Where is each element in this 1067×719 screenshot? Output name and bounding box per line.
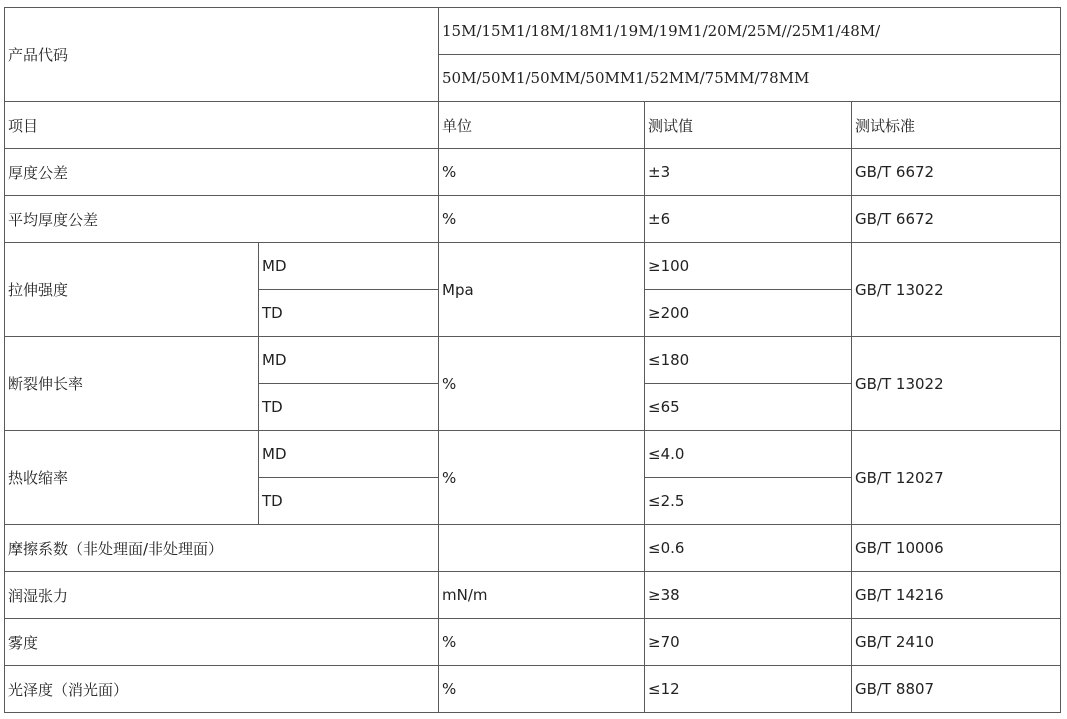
standard-cell: GB/T 14216 (852, 572, 1061, 619)
standard-cell: GB/T 6672 (852, 149, 1061, 196)
standard-cell: GB/T 13022 (852, 337, 1061, 431)
direction-cell: MD (259, 337, 439, 384)
standard-cell: GB/T 6672 (852, 196, 1061, 243)
item-cell: 厚度公差 (5, 149, 439, 196)
value-cell: ≥100 (645, 243, 852, 290)
unit-cell: % (439, 619, 645, 666)
unit-cell: % (439, 337, 645, 431)
value-cell: ≥70 (645, 619, 852, 666)
spec-table (4, 7, 1061, 713)
item-cell: 热收缩率 (5, 431, 259, 525)
unit-cell: Mpa (439, 243, 645, 337)
unit-cell: % (439, 149, 645, 196)
item-cell: 拉伸强度 (5, 243, 259, 337)
unit-cell: % (439, 196, 645, 243)
unit-cell: % (439, 666, 645, 713)
header-item: 项目 (5, 102, 439, 149)
value-cell: ±3 (645, 149, 852, 196)
table-row (5, 337, 1061, 384)
unit-cell: mN/m (439, 572, 645, 619)
item-cell: 摩擦系数（非处理面/非处理面） (5, 525, 439, 572)
product-code-line-2: 50M/50M1/50MM/50MM1/52MM/75MM/78MM (439, 55, 1061, 102)
direction-cell: TD (259, 478, 439, 525)
item-cell: 断裂伸长率 (5, 337, 259, 431)
standard-cell: GB/T 2410 (852, 619, 1061, 666)
standard-cell: GB/T 8807 (852, 666, 1061, 713)
item-cell: 平均厚度公差 (5, 196, 439, 243)
standard-cell: GB/T 10006 (852, 525, 1061, 572)
table-row (5, 666, 1061, 713)
header-standard: 测试标准 (852, 102, 1061, 149)
table-row (5, 8, 1061, 55)
item-cell: 雾度 (5, 619, 439, 666)
unit-cell (439, 525, 645, 572)
value-cell: ≤180 (645, 337, 852, 384)
direction-cell: TD (259, 384, 439, 431)
product-code-line-1: 15M/15M1/18M/18M1/19M/19M1/20M/25M//25M1/48M/ (439, 8, 1061, 55)
value-cell: ≥38 (645, 572, 852, 619)
table-row (5, 196, 1061, 243)
standard-cell: GB/T 12027 (852, 431, 1061, 525)
direction-cell: TD (259, 290, 439, 337)
unit-cell: % (439, 431, 645, 525)
standard-cell: GB/T 13022 (852, 243, 1061, 337)
table-row (5, 525, 1061, 572)
value-cell: ≤0.6 (645, 525, 852, 572)
value-cell: ≤4.0 (645, 431, 852, 478)
header-row (5, 102, 1061, 149)
table-row (5, 243, 1061, 290)
table-row (5, 572, 1061, 619)
value-cell: ≥200 (645, 290, 852, 337)
product-code-label: 产品代码 (5, 8, 439, 102)
value-cell: ±6 (645, 196, 852, 243)
item-cell: 光泽度（消光面） (5, 666, 439, 713)
item-cell: 润湿张力 (5, 572, 439, 619)
table-row (5, 431, 1061, 478)
table-row (5, 149, 1061, 196)
direction-cell: MD (259, 243, 439, 290)
value-cell: ≤12 (645, 666, 852, 713)
header-unit: 单位 (439, 102, 645, 149)
header-value: 测试值 (645, 102, 852, 149)
direction-cell: MD (259, 431, 439, 478)
table-row (5, 619, 1061, 666)
value-cell: ≤2.5 (645, 478, 852, 525)
value-cell: ≤65 (645, 384, 852, 431)
